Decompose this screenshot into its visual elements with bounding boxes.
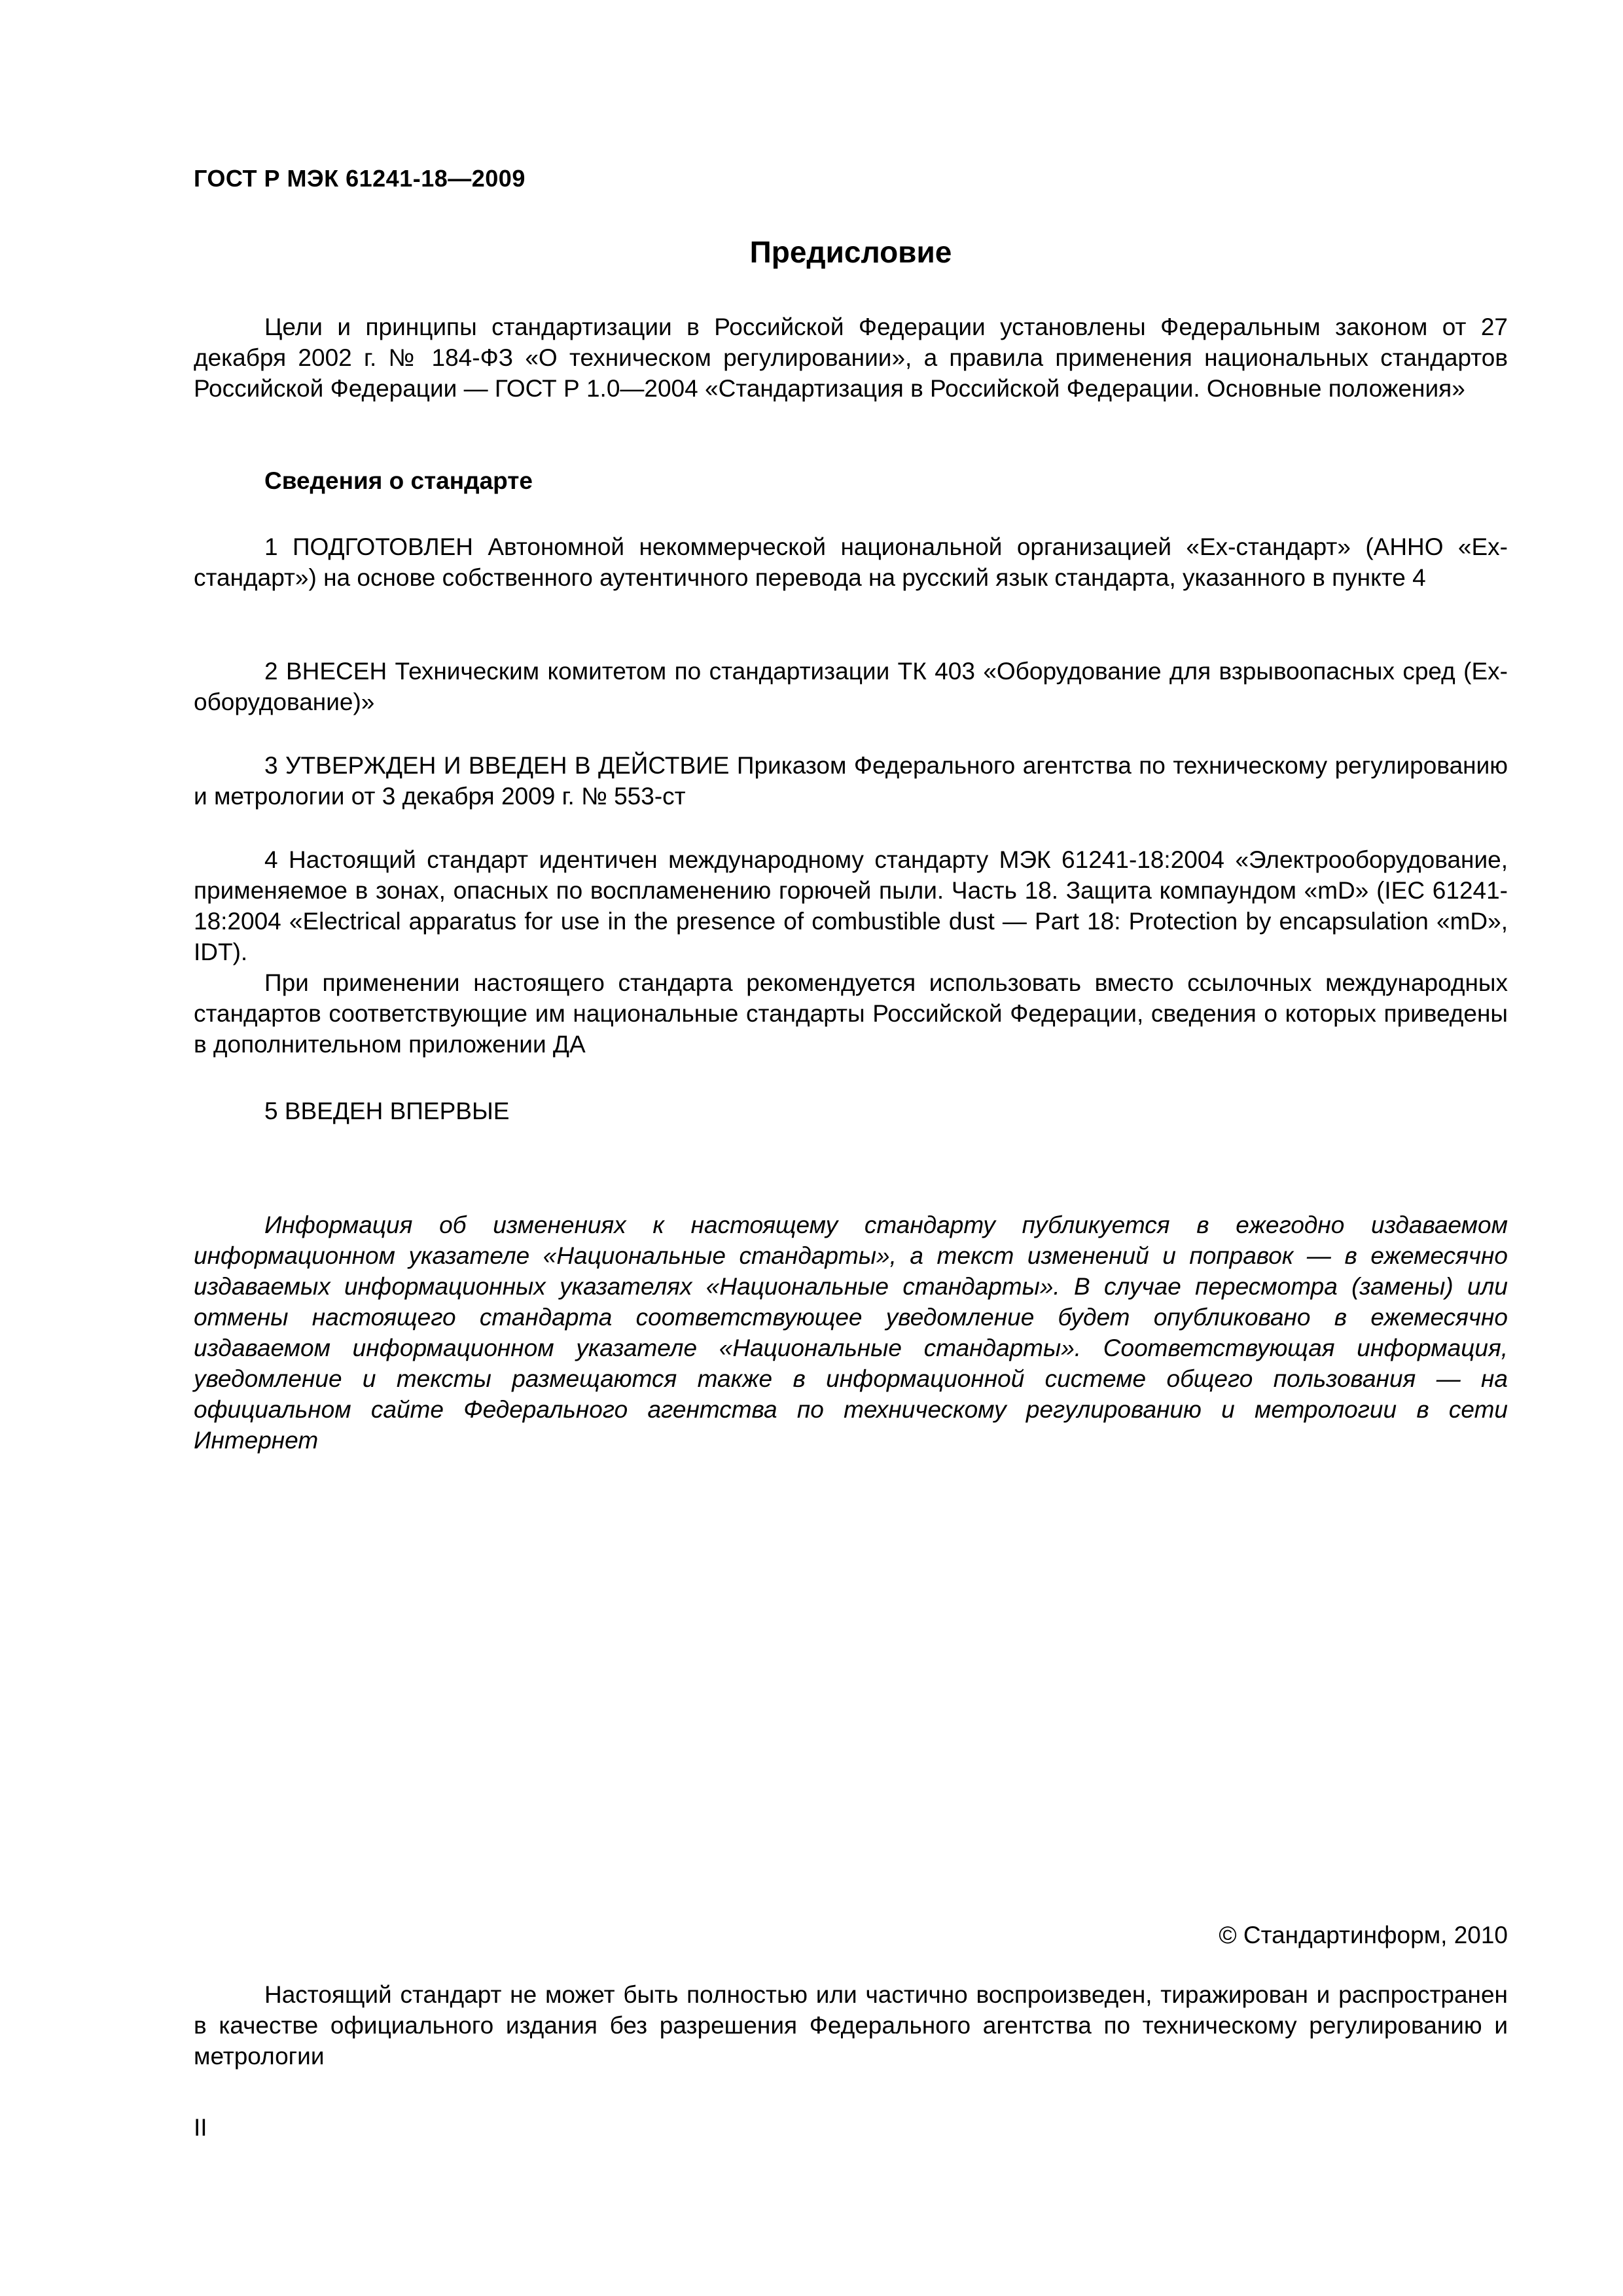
standard-info-item: 1 ПОДГОТОВЛЕН Автономной некоммерческой национальной организацией «Ех-стандарт» (АННО «Ех-стандарт») на основе собственного аутентичного перевода на русский язык стандарта, указанного в пункте 4	[194, 533, 1508, 591]
publication-notice-block	[194, 1210, 1508, 1456]
standard-info-item-2-block	[194, 656, 1508, 717]
reproduction-notice-block	[194, 1979, 1508, 2072]
standard-info-heading: Сведения о стандарте	[264, 467, 533, 494]
standard-info-item: 2 ВНЕСЕН Техническим комитетом по стандартизации ТК 403 «Оборудование для взрывоопасных сред (Ех-оборудование)»	[194, 658, 1508, 715]
standard-info-item-3-block	[194, 750, 1508, 812]
standard-info-item: При применении настоящего стандарта рекомендуется использовать вместо ссылочных международных стандартов соответствующие им национальные стандарты Российской Федерации, сведения о которых приведены в дополнительном приложении ДА	[194, 969, 1508, 1058]
standard-code: ГОСТ Р МЭК 61241-18—2009	[194, 165, 526, 192]
publication-notice: Информация об изменениях к настоящему стандарту публикуется в ежегодно издаваемом информационном указателе «Национальные стандарты», а текст изменений и поправок — в ежемесячно издаваемых информационных указателях «Национальные стандарты». В случае пересмотра (замены) или отмены настоящего стандарта соответствующее уведомление будет опубликовано в ежемесячно издаваемом информационном указателе «Национальные стандарты». Соответствующая информация, уведомление и тексты размещаются также в информационной системе общего пользования — на официальном сайте Федерального агентства по техническому регулированию и метрологии в сети Интернет	[194, 1211, 1508, 1454]
standard-info-item-5-block	[194, 1096, 1508, 1126]
intro-paragraph: Цели и принципы стандартизации в Российской Федерации установлены Федеральным законом от 27 декабря 2002 г. № 184-ФЗ «О техническом регулировании», а правила применения национальных стандартов Российской Федерации — ГОСТ Р 1.0—2004 «Стандартизация в Российской Федерации. Основные положения»	[194, 314, 1508, 402]
copyright-line: © Стандартинформ, 2010	[1219, 1922, 1508, 1948]
page-number: II	[194, 2114, 207, 2141]
standard-info-item: 3 УТВЕРЖДЕН И ВВЕДЕН В ДЕЙСТВИЕ Приказом Федерального агентства по техническому регулированию и метрологии от 3 декабря 2009 г. № 553-ст	[194, 752, 1508, 810]
page-title: Предисловие	[749, 235, 952, 269]
standard-info-item-1-block	[194, 531, 1508, 593]
standard-info-item-4-block	[194, 844, 1508, 1060]
standard-info-item: 4 Настоящий стандарт идентичен международному стандарту МЭК 61241-18:2004 «Электрооборудование, применяемое в зонах, опасных по воспламенению горючей пыли. Часть 18. Защита компаундом «mD» (IEC 61241-18:2004 «Electrical apparatus for use in the presence of combustible dust — Part 18: Protection by encapsulation «mD», IDT).	[194, 846, 1508, 965]
standard-info-item: 5 ВВЕДЕН ВПЕРВЫЕ	[264, 1098, 510, 1124]
intro-paragraph-block	[194, 312, 1508, 404]
reproduction-notice: Настоящий стандарт не может быть полностью или частично воспроизведен, тиражирован и распространен в качестве официального издания без разрешения Федерального агентства по техническому регулированию и метрологии	[194, 1981, 1508, 2070]
